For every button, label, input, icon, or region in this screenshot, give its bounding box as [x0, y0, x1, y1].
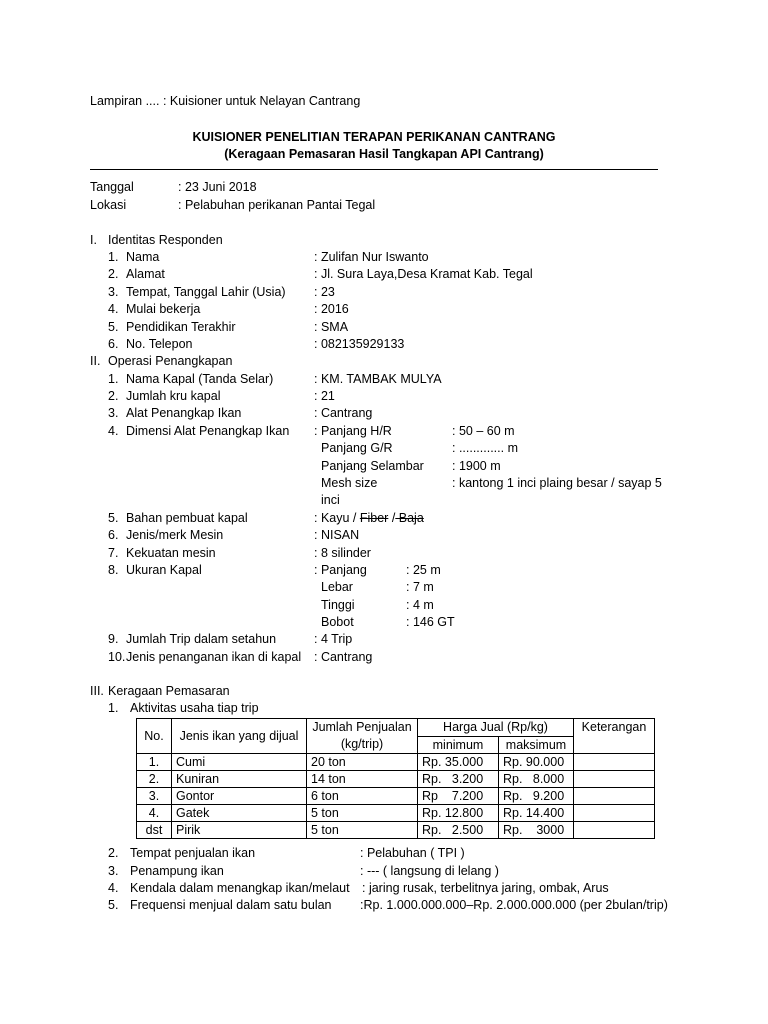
table-row: [137, 754, 655, 771]
cell-min: Rp 7.200: [418, 788, 499, 805]
s3-item-num: 5.: [108, 898, 119, 912]
s2-item-value: : 21: [314, 389, 335, 403]
header-jenis: Jenis ikan yang dijual: [172, 719, 307, 754]
s3-item-value: : Pelabuhan ( TPI ): [360, 846, 465, 860]
cell-min: Rp. 35.000: [418, 754, 499, 771]
s2-item-value: : Cantrang: [314, 406, 373, 420]
dimensi-value: : ............. m: [452, 441, 518, 455]
table-row: [137, 822, 655, 839]
s1-item-value: : 082135929133: [314, 337, 405, 351]
s2-item-num: 2.: [108, 389, 119, 403]
s2-item-num: 10.: [108, 650, 126, 664]
cell-ket: [574, 754, 655, 771]
s2-item-value: : Cantrang: [314, 650, 373, 664]
s3-sub-num: 1.: [108, 701, 119, 715]
bahan-value: [314, 511, 424, 526]
s3-item-num: 2.: [108, 846, 119, 860]
cell-jenis: Gatek: [172, 805, 307, 822]
s3-item-value: :Rp. 1.000.000.000–Rp. 2.000.000.000 (per 2bulan/trip): [360, 898, 668, 912]
header-minimum: minimum: [418, 736, 499, 754]
cell-max: Rp. 90.000: [499, 754, 574, 771]
s1-item-num: 2.: [108, 267, 119, 281]
s1-item-value: : SMA: [314, 320, 349, 334]
lampiran-line: Lampiran .... : Kuisioner untuk Nelayan Cantrang: [90, 94, 361, 108]
cell-jumlah: 5 ton: [307, 805, 418, 822]
s2-item-label: Dimensi Alat Penangkap Ikan: [126, 424, 290, 438]
s3-item-label: Kendala dalam menangkap ikan/melaut: [130, 881, 350, 895]
cell-jenis: Cumi: [172, 754, 307, 771]
ukuran-label: : Panjang: [314, 563, 367, 577]
cell-no: dst: [137, 822, 172, 839]
dimensi-value: : kantong 1 inci plaing besar / sayap 5: [452, 476, 662, 490]
cell-ket: [574, 822, 655, 839]
lokasi-value: : Pelabuhan perikanan Pantai Tegal: [178, 198, 376, 212]
tanggal-label: Tanggal: [90, 180, 134, 194]
section2-number: II.: [90, 354, 101, 368]
s3-item-value: : --- ( langsung di lelang ): [360, 864, 499, 878]
s2-item-num: 6.: [108, 528, 119, 542]
s2-item-label: Ukuran Kapal: [126, 563, 202, 577]
lokasi-label: Lokasi: [90, 198, 127, 212]
document-subtitle: (Keragaan Pemasaran Hasil Tangkapan API Cantrang): [224, 147, 544, 161]
s2-item-num: 4.: [108, 424, 119, 438]
cell-jumlah: 14 ton: [307, 771, 418, 788]
s2-item-label: Jumlah Trip dalam setahun: [126, 632, 277, 646]
cell-max: Rp. 9.200: [499, 788, 574, 805]
s1-item-label: Nama: [126, 250, 160, 264]
s3-item-label: Tempat penjualan ikan: [130, 846, 256, 860]
s2-item-label: Jenis penanganan ikan di kapal: [126, 650, 302, 664]
s1-item-label: Pendidikan Terakhir: [126, 320, 236, 334]
s2-item-num: 9.: [108, 632, 119, 646]
section1-number: I.: [90, 233, 97, 247]
s3-item-num: 3.: [108, 864, 119, 878]
s1-item-label: Tempat, Tanggal Lahir (Usia): [126, 285, 286, 299]
dimensi-value: : 50 – 60 m: [452, 424, 515, 438]
cell-no: 4.: [137, 805, 172, 822]
bahan-separator: /: [388, 511, 396, 525]
dimensi-label: Mesh size: [321, 476, 378, 490]
bahan-kayu: : Kayu /: [314, 511, 360, 525]
s1-item-num: 4.: [108, 302, 119, 316]
cell-jumlah: 5 ton: [307, 822, 418, 839]
s2-item-num: 3.: [108, 406, 119, 420]
s1-item-label: No. Telepon: [126, 337, 193, 351]
cell-jumlah: 6 ton: [307, 788, 418, 805]
s3-item-label: Frequensi menjual dalam satu bulan: [130, 898, 332, 912]
document-title: KUISIONER PENELITIAN TERAPAN PERIKANAN CANTRANG: [192, 130, 556, 144]
section2-heading: Operasi Penangkapan: [108, 354, 233, 368]
cell-ket: [574, 788, 655, 805]
marketing-table: [136, 718, 655, 839]
s3-item-value: : jaring rusak, terbelitnya jaring, ombak, Arus: [362, 881, 609, 895]
header-maksimum: maksimum: [499, 736, 574, 754]
s2-item-label: Nama Kapal (Tanda Selar): [126, 372, 274, 386]
s1-item-num: 3.: [108, 285, 119, 299]
s2-item-num: 8.: [108, 563, 119, 577]
s3-sub-label: Aktivitas usaha tiap trip: [130, 701, 259, 715]
cell-no: 2.: [137, 771, 172, 788]
s2-item-num: 1.: [108, 372, 119, 386]
ukuran-value: : 4 m: [406, 598, 434, 612]
header-jumlah-line2: (kg/trip): [340, 737, 384, 751]
header-no: No.: [137, 719, 172, 754]
dimensi-label: : Panjang H/R: [314, 424, 392, 438]
s1-item-num: 6.: [108, 337, 119, 351]
s2-item-label: Kekuatan mesin: [126, 546, 216, 560]
ukuran-value: : 7 m: [406, 580, 434, 594]
s2-item-value: : KM. TAMBAK MULYA: [314, 372, 442, 386]
cell-min: Rp. 3.200: [418, 771, 499, 788]
section1-heading: Identitas Responden: [108, 233, 223, 247]
s2-item-label: Alat Penangkap Ikan: [126, 406, 242, 420]
cell-no: 3.: [137, 788, 172, 805]
ukuran-label: Tinggi: [321, 598, 355, 612]
cell-no: 1.: [137, 754, 172, 771]
s2-item-value: : NISAN: [314, 528, 360, 542]
s1-item-num: 1.: [108, 250, 119, 264]
header-harga: Harga Jual (Rp/kg): [418, 719, 574, 737]
ukuran-label: Lebar: [321, 580, 353, 594]
s2-item-label: Bahan pembuat kapal: [126, 511, 248, 525]
s2-item-value: : 4 Trip: [314, 632, 353, 646]
header-jumlah-line1: Jumlah Penjualan: [312, 720, 412, 734]
s2-item-label: Jenis/merk Mesin: [126, 528, 224, 542]
bahan-fiber-struck: Fiber: [359, 511, 389, 525]
header-jumlah: [307, 719, 418, 754]
s1-item-label: Mulai bekerja: [126, 302, 201, 316]
header-divider: [90, 169, 658, 170]
s2-item-label: Jumlah kru kapal: [126, 389, 221, 403]
dimensi-label: Panjang Selambar: [321, 459, 424, 473]
s2-item-value: : 8 silinder: [314, 546, 371, 560]
cell-min: Rp. 2.500: [418, 822, 499, 839]
cell-max: Rp. 3000: [499, 822, 574, 839]
s1-item-value: : 2016: [314, 302, 349, 316]
table-row: [137, 771, 655, 788]
ukuran-label: Bobot: [321, 615, 354, 629]
cell-ket: [574, 771, 655, 788]
dimensi-label: Panjang G/R: [321, 441, 393, 455]
s3-item-num: 4.: [108, 881, 119, 895]
cell-ket: [574, 805, 655, 822]
s1-item-value: : Jl. Sura Laya,Desa Kramat Kab. Tegal: [314, 267, 533, 281]
cell-max: Rp. 8.000: [499, 771, 574, 788]
cell-min: Rp. 12.800: [418, 805, 499, 822]
s2-item-num: 5.: [108, 511, 119, 525]
s2-item-num: 7.: [108, 546, 119, 560]
s1-item-num: 5.: [108, 320, 119, 334]
bahan-baja-struck: Baja: [395, 511, 424, 525]
cell-jenis: Gontor: [172, 788, 307, 805]
cell-max: Rp. 14.400: [499, 805, 574, 822]
dimensi-continuation: inci: [321, 493, 340, 507]
table-row: [137, 788, 655, 805]
s1-item-label: Alamat: [126, 267, 165, 281]
s1-item-value: : Zulifan Nur Iswanto: [314, 250, 429, 264]
header-keterangan: Keterangan: [574, 719, 655, 754]
section3-number: III.: [90, 684, 104, 698]
ukuran-value: : 146 GT: [406, 615, 455, 629]
dimensi-value: : 1900 m: [452, 459, 501, 473]
table-row: [137, 805, 655, 822]
cell-jumlah: 20 ton: [307, 754, 418, 771]
cell-jenis: Pirik: [172, 822, 307, 839]
cell-jenis: Kuniran: [172, 771, 307, 788]
tanggal-value: : 23 Juni 2018: [178, 180, 257, 194]
s1-item-value: : 23: [314, 285, 335, 299]
s3-item-label: Penampung ikan: [130, 864, 224, 878]
section3-heading: Keragaan Pemasaran: [108, 684, 230, 698]
ukuran-value: : 25 m: [406, 563, 441, 577]
